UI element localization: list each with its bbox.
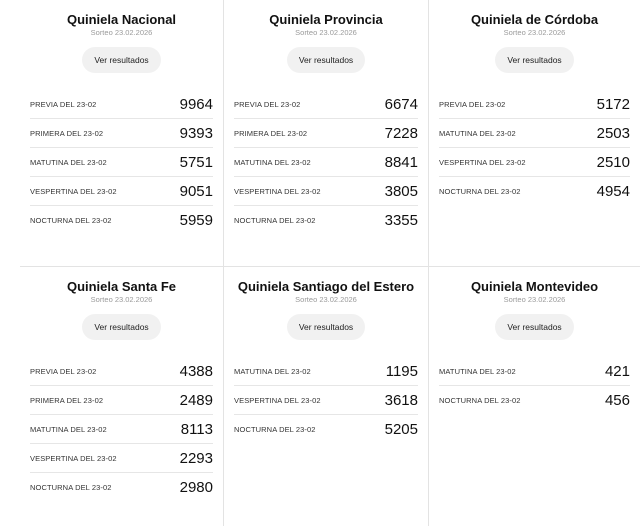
draw-number: 456 xyxy=(604,392,630,409)
draw-row xyxy=(234,91,418,119)
draw-row xyxy=(234,178,418,206)
draw-number: 2489 xyxy=(179,392,213,409)
draw-date: Sorteo 23.02.2026 xyxy=(90,28,153,37)
draw-row xyxy=(30,445,213,473)
card-quiniela-santiago-del-estero xyxy=(224,267,429,526)
draw-row xyxy=(30,474,213,501)
ver-resultados-button[interactable]: Ver resultados xyxy=(82,314,160,340)
draw-label: NOCTURNA DEL 23-02 xyxy=(234,216,316,225)
ver-resultados-button[interactable]: Ver resultados xyxy=(495,314,573,340)
card-quiniela-santa-fe xyxy=(0,267,224,526)
draw-number: 1195 xyxy=(385,363,418,380)
ver-resultados-button[interactable]: Ver resultados xyxy=(287,47,365,73)
card-title: Quiniela Santiago del Estero xyxy=(237,279,415,294)
draw-label: MATUTINA DEL 23-02 xyxy=(234,158,311,167)
card-quiniela-cordoba xyxy=(429,0,640,267)
card-quiniela-provincia xyxy=(224,0,429,267)
draw-label: VESPERTINA DEL 23-02 xyxy=(30,187,117,196)
draw-label: VESPERTINA DEL 23-02 xyxy=(439,158,526,167)
draw-number: 6674 xyxy=(384,96,418,113)
draw-label: MATUTINA DEL 23-02 xyxy=(30,425,107,434)
draw-list xyxy=(234,91,418,234)
draw-list xyxy=(234,358,418,443)
draw-row xyxy=(234,416,418,443)
draw-label: NOCTURNA DEL 23-02 xyxy=(439,396,521,405)
draw-label: NOCTURNA DEL 23-02 xyxy=(234,425,316,434)
card-title: Quiniela Nacional xyxy=(66,12,177,27)
draw-row xyxy=(234,387,418,415)
draw-number: 5172 xyxy=(596,96,630,113)
card-title: Quiniela de Córdoba xyxy=(470,12,599,27)
draw-row xyxy=(234,120,418,148)
draw-number: 3805 xyxy=(384,183,418,200)
draw-label: MATUTINA DEL 23-02 xyxy=(439,129,516,138)
draw-label: PREVIA DEL 23-02 xyxy=(439,100,506,109)
draw-label: PREVIA DEL 23-02 xyxy=(30,100,97,109)
draw-date: Sorteo 23.02.2026 xyxy=(503,295,566,304)
draw-number: 2980 xyxy=(179,479,213,496)
draw-row xyxy=(439,387,630,414)
draw-row xyxy=(30,178,213,206)
draw-row xyxy=(234,149,418,177)
draw-label: PREVIA DEL 23-02 xyxy=(30,367,97,376)
draw-label: NOCTURNA DEL 23-02 xyxy=(30,483,112,492)
draw-number: 3355 xyxy=(384,212,418,229)
draw-number: 4954 xyxy=(596,183,630,200)
draw-row xyxy=(439,149,630,177)
draw-number: 2503 xyxy=(596,125,630,142)
draw-number: 2510 xyxy=(596,154,630,171)
draw-row xyxy=(30,358,213,386)
draw-label: PREVIA DEL 23-02 xyxy=(234,100,301,109)
ver-resultados-button[interactable]: Ver resultados xyxy=(82,47,160,73)
ver-resultados-button[interactable]: Ver resultados xyxy=(287,314,365,340)
card-title: Quiniela Provincia xyxy=(269,12,383,27)
draw-date: Sorteo 23.02.2026 xyxy=(90,295,153,304)
draw-number: 9393 xyxy=(179,125,213,142)
draw-date: Sorteo 23.02.2026 xyxy=(295,295,357,304)
draw-row xyxy=(30,149,213,177)
draw-date: Sorteo 23.02.2026 xyxy=(503,28,566,37)
draw-label: VESPERTINA DEL 23-02 xyxy=(234,396,321,405)
draw-row xyxy=(30,387,213,415)
draw-label: VESPERTINA DEL 23-02 xyxy=(234,187,321,196)
draw-list xyxy=(30,91,213,234)
draw-label: PRIMERA DEL 23-02 xyxy=(30,396,104,405)
draw-list xyxy=(439,358,630,414)
draw-number: 9964 xyxy=(179,96,213,113)
ver-resultados-button[interactable]: Ver resultados xyxy=(495,47,573,73)
draw-number: 5205 xyxy=(384,421,418,438)
draw-row xyxy=(234,358,418,386)
draw-label: NOCTURNA DEL 23-02 xyxy=(439,187,521,196)
draw-label: MATUTINA DEL 23-02 xyxy=(30,158,107,167)
draw-number: 5751 xyxy=(179,154,213,171)
draw-row xyxy=(30,416,213,444)
draw-label: NOCTURNA DEL 23-02 xyxy=(30,216,112,225)
draw-number: 8841 xyxy=(384,154,418,171)
draw-date: Sorteo 23.02.2026 xyxy=(295,28,357,37)
draw-row xyxy=(30,207,213,234)
draw-label: VESPERTINA DEL 23-02 xyxy=(30,454,117,463)
draw-row xyxy=(234,207,418,234)
card-title: Quiniela Montevideo xyxy=(470,279,599,294)
draw-label: PRIMERA DEL 23-02 xyxy=(234,129,308,138)
draw-number: 3618 xyxy=(384,392,418,409)
draw-row xyxy=(439,178,630,205)
draw-row xyxy=(439,120,630,148)
card-quiniela-montevideo xyxy=(429,267,640,526)
draw-label: MATUTINA DEL 23-02 xyxy=(234,367,311,376)
draw-label: MATUTINA DEL 23-02 xyxy=(439,367,516,376)
card-quiniela-nacional xyxy=(0,0,224,267)
draw-number: 7228 xyxy=(384,125,418,142)
draw-row xyxy=(439,358,630,386)
draw-row xyxy=(30,91,213,119)
draw-label: PRIMERA DEL 23-02 xyxy=(30,129,104,138)
draw-number: 2293 xyxy=(179,450,213,467)
draw-number: 4388 xyxy=(179,363,213,380)
draw-number: 5959 xyxy=(179,212,213,229)
draw-number: 8113 xyxy=(180,421,213,438)
draw-row xyxy=(30,120,213,148)
draw-list xyxy=(30,358,213,501)
draw-number: 421 xyxy=(604,363,630,380)
draw-number: 9051 xyxy=(179,183,213,200)
draw-list xyxy=(439,91,630,205)
card-title: Quiniela Santa Fe xyxy=(66,279,177,294)
draw-row xyxy=(439,91,630,119)
